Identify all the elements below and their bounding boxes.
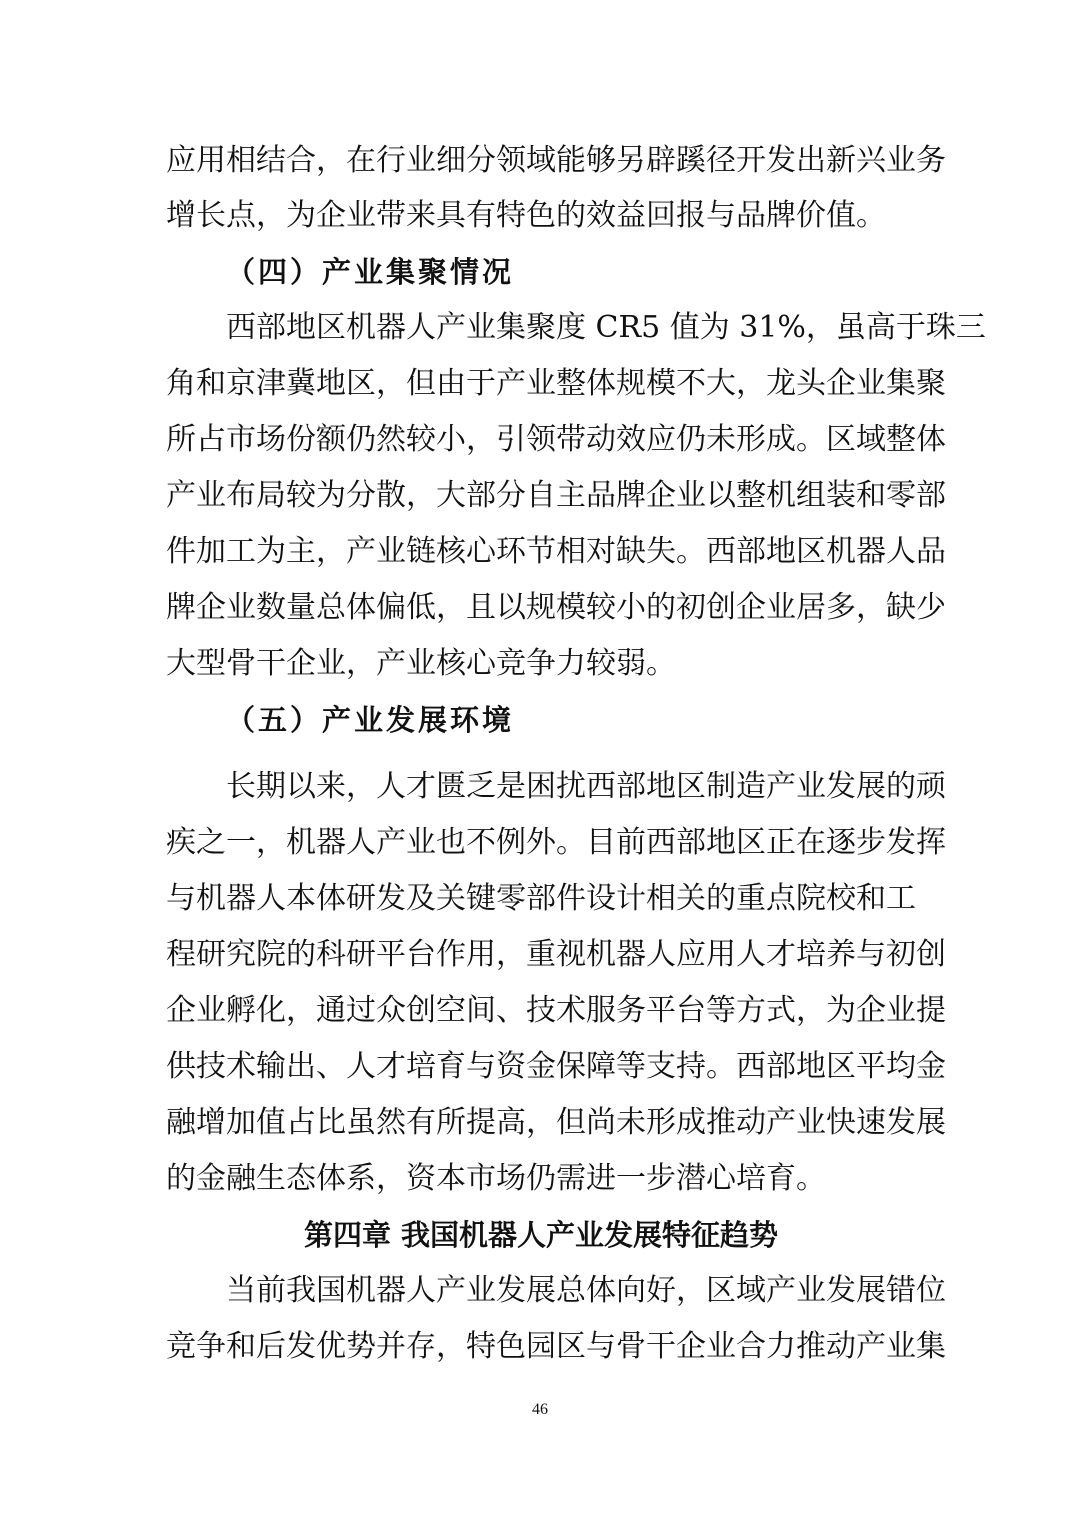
text-line: 供技术输出、人才培育与资金保障等支持。西部地区平均金: [166, 1049, 946, 1084]
page-number: 46: [532, 1401, 548, 1418]
text-line: 所占市场份额仍然较小，引领带动效应仍未形成。区域整体: [166, 422, 946, 457]
text-line: 产业布局较为分散，大部分自主品牌企业以整机组装和零部: [166, 478, 946, 513]
text-line: 长期以来，人才匮乏是困扰西部地区制造产业发展的顽: [226, 769, 946, 804]
text-line: 程研究院的科研平台作用，重视机器人应用人才培养与初创: [166, 937, 946, 972]
text-line: 角和京津冀地区，但由于产业整体规模不大，龙头企业集聚: [166, 366, 946, 401]
text-line: 牌企业数量总体偏低，且以规模较小的初创企业居多，缺少: [166, 590, 946, 625]
text-line: 大型骨干企业，产业核心竞争力较弱。: [166, 646, 676, 681]
chapter-title: 第四章 我国机器人产业发展特征趋势: [303, 1218, 779, 1252]
text-line: 当前我国机器人产业发展总体向好，区域产业发展错位: [226, 1273, 946, 1308]
text-line: 西部地区机器人产业集聚度 CR5 值为 31%，虽高于珠三: [226, 310, 986, 345]
section-heading-4: （四）产业集聚情况: [226, 255, 515, 289]
text-line: 件加工为主，产业链核心环节相对缺失。西部地区机器人品: [166, 534, 946, 569]
text-line: 增长点，为企业带来具有特色的效益回报与品牌价值。: [166, 198, 886, 233]
text-line: 融增加值占比虽然有所提高，但尚未形成推动产业快速发展: [166, 1105, 946, 1140]
section-heading-5: （五）产业发展环境: [226, 703, 515, 737]
text-line: 的金融生态体系，资本市场仍需进一步潜心培育。: [166, 1161, 826, 1196]
text-line: 企业孵化，通过众创空间、技术服务平台等方式，为企业提: [166, 993, 946, 1028]
text-line: 竞争和后发优势并存，特色园区与骨干企业合力推动产业集: [166, 1329, 946, 1364]
text-line: 应用相结合，在行业细分领域能够另辟蹊径开发出新兴业务: [166, 143, 946, 178]
text-line: 与机器人本体研发及关键零部件设计相关的重点院校和工: [166, 881, 916, 916]
text-line: 疾之一，机器人产业也不例外。目前西部地区正在逐步发挥: [166, 825, 946, 860]
